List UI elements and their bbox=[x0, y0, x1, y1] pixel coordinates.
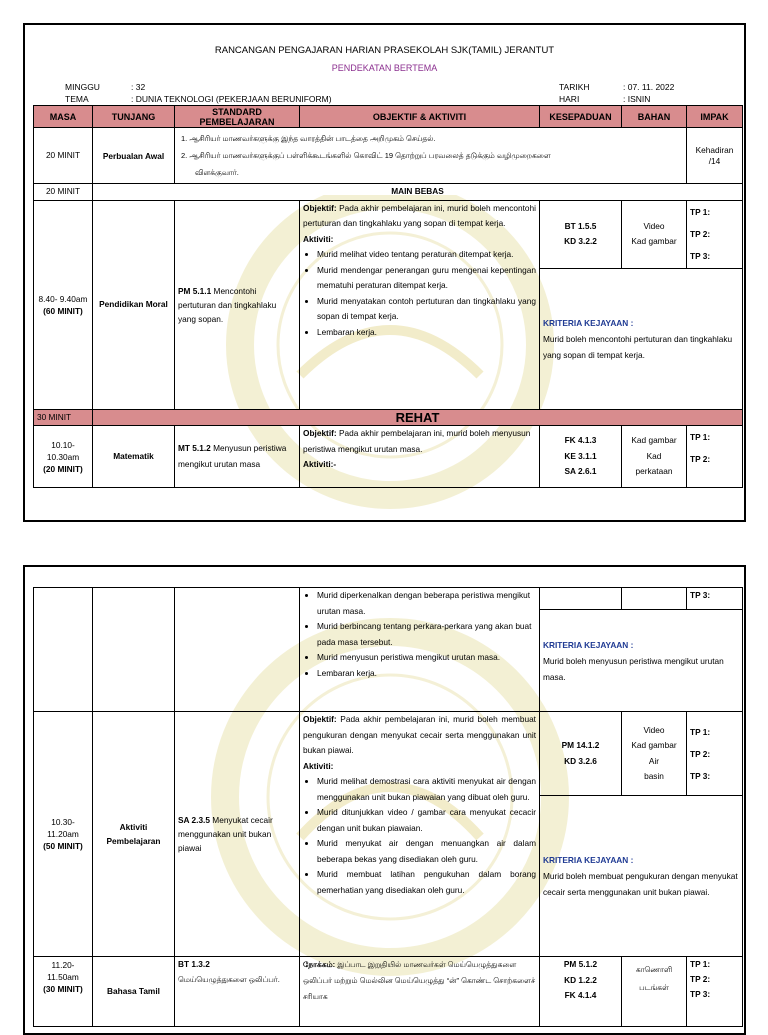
table-row-main-bebas bbox=[34, 184, 743, 201]
masa-duration: (30 MINIT) bbox=[43, 984, 83, 994]
document-title: RANCANGAN PENGAJARAN HARIAN PRASEKOLAH SJK(TAMIL) JERANTUT bbox=[214, 45, 555, 56]
tp-item: TP 2: bbox=[690, 748, 711, 759]
perbualan-item-2-cont: விளக்குவார். bbox=[195, 168, 239, 177]
impak-cell bbox=[687, 426, 743, 488]
list-item: • Lembaran kerja. bbox=[317, 325, 536, 341]
tp-item: TP 2: bbox=[690, 454, 711, 464]
masa-cell bbox=[34, 426, 93, 488]
hari-label: HARI bbox=[559, 94, 580, 104]
standard-text: Menyusun peristiwa mengikut urutan masa bbox=[178, 443, 287, 469]
kriteria-cell bbox=[540, 610, 743, 712]
standard-code: PM 5.1.1 bbox=[178, 285, 212, 296]
bahan-item: basin bbox=[644, 771, 664, 781]
kriteria-label: KRITERIA KEJAYAAN : bbox=[543, 855, 634, 865]
table-row-bahasa-tamil bbox=[34, 957, 743, 1027]
bahan-cell bbox=[622, 957, 687, 1027]
bahan-item: Air bbox=[648, 755, 660, 766]
standard-text: மெய்யெழுத்துகளை ஒலிப்பர். bbox=[178, 975, 280, 984]
standard-text: Menyukat cecair menggunakan unit bukan piawai bbox=[178, 815, 273, 853]
kesepaduan-item: KD 1.2.2 bbox=[564, 974, 597, 985]
list-item: • Murid diperkenalkan dengan beberapa peristiwa mengikut urutan masa. bbox=[317, 588, 536, 619]
masa-cell bbox=[34, 588, 93, 712]
perbualan-items bbox=[175, 128, 687, 184]
standard-cell bbox=[175, 957, 300, 1027]
kesepaduan-item: PM 14.1.2 bbox=[561, 740, 600, 750]
impak-cell: TP 3: bbox=[687, 588, 743, 610]
aktiviti-label: Aktiviti: bbox=[303, 233, 334, 244]
masa-time: 8.40- 9.40am bbox=[38, 293, 88, 304]
list-item: • Murid mendengar penerangan guru mengenai kepentingan mematuhi peraturan ditempat kerja. bbox=[317, 263, 536, 294]
masa-time: 10.10- 10.30am bbox=[46, 439, 80, 462]
objektif-label: நோக்கம்: bbox=[303, 960, 336, 969]
table-row-perbualan bbox=[34, 128, 743, 184]
table-row-rehat bbox=[34, 409, 743, 426]
kesepaduan-item: FK 4.1.4 bbox=[564, 990, 597, 1000]
kesepaduan-item: SA 2.6.1 bbox=[564, 466, 597, 477]
list-item: • Murid ditunjukkan video / gambar cara menyukat cecacir dengan unit bukan piawaian. bbox=[317, 805, 536, 836]
kriteria-text: Murid boleh menyusun peristiwa mengikut urutan masa. bbox=[543, 655, 724, 682]
masa-cell bbox=[34, 712, 93, 957]
lesson-table-page-1 bbox=[33, 105, 743, 488]
tunjang-cell: Pendidikan Moral bbox=[93, 200, 175, 409]
tp-item: TP 1: bbox=[690, 206, 711, 217]
tarikh-label: TARIKH bbox=[559, 82, 590, 92]
standard-cell bbox=[175, 712, 300, 957]
main-bebas-label: MAIN BEBAS bbox=[93, 184, 743, 201]
masa-time: 10.30- 11.20am bbox=[47, 817, 79, 839]
standard-code: SA 2.3.5 bbox=[178, 815, 210, 825]
bahan-item: Video bbox=[643, 220, 665, 231]
kriteria-cell bbox=[540, 268, 743, 409]
list-item: • Murid berbincang tentang perkara-perkara yang akan buat pada masa tersebut. bbox=[317, 619, 536, 650]
list-item: • Murid menyatakan contoh pertuturan dan tingkahlaku yang sopan di tempat kerja. bbox=[317, 294, 536, 325]
tp-item: TP 1: bbox=[690, 432, 711, 442]
column-header-impak: IMPAK bbox=[687, 106, 743, 128]
kesepaduan-cell bbox=[540, 588, 622, 610]
list-item: • Lembaran kerja. bbox=[317, 666, 536, 682]
tarikh-value: : 07. 11. 2022 bbox=[623, 82, 675, 92]
masa-duration: (50 MINIT) bbox=[43, 841, 83, 851]
standard-code: MT 5.1.2 bbox=[178, 443, 211, 453]
lesson-table-page-2 bbox=[33, 587, 743, 1027]
tp-item: TP 1: bbox=[690, 726, 711, 737]
masa-duration: (60 MINIT) bbox=[43, 305, 83, 316]
column-header-standard: STANDARD PEMBELAJARAN bbox=[175, 106, 300, 128]
objektif-label: Objektif: bbox=[303, 202, 337, 213]
kesepaduan-item: BT 1.5.5 bbox=[564, 220, 597, 231]
tp-item: TP 2: bbox=[690, 974, 711, 984]
objektif-cell bbox=[300, 957, 540, 1027]
minggu-label: MINGGU bbox=[65, 82, 100, 92]
bahan-item: Video bbox=[643, 724, 665, 735]
objektif-cell bbox=[300, 712, 540, 957]
lesson-plan-page-1 bbox=[23, 23, 746, 522]
objektif-text: Pada akhir pembelajaran ini, murid boleh mencontohi pertuturan dan tingkahlaku yang sopan di tempat kerja. bbox=[303, 202, 536, 228]
table-row-pendidikan-moral bbox=[34, 200, 743, 268]
list-item: • Murid menyukat air dengan menuangkan air dalam beberapa bekas yang disediakan oleh guru. bbox=[317, 836, 536, 867]
bahan-cell bbox=[622, 426, 687, 488]
table-header-row bbox=[34, 106, 743, 128]
kriteria-label: KRITERIA KEJAYAAN : bbox=[543, 317, 634, 328]
kesepaduan-cell bbox=[540, 957, 622, 1027]
kesepaduan-item: KD 3.2.6 bbox=[564, 755, 597, 766]
tp-item: TP 3: bbox=[690, 989, 711, 999]
lesson-plan-page-2 bbox=[23, 565, 746, 1035]
list-item: • Murid melihat video tentang peraturan ditempat kerja. bbox=[317, 247, 536, 263]
aktiviti-label: Aktiviti: bbox=[303, 760, 334, 771]
masa-cell bbox=[34, 200, 93, 409]
masa-cell: 20 MINIT bbox=[34, 128, 93, 184]
standard-cell bbox=[175, 588, 300, 712]
kriteria-label: KRITERIA KEJAYAAN : bbox=[543, 639, 634, 650]
bahan-cell bbox=[622, 712, 687, 796]
standard-code: BT 1.3.2 bbox=[178, 959, 210, 969]
tunjang-cell: Bahasa Tamil bbox=[93, 957, 175, 1027]
masa-time: 11.20- 11.50am bbox=[47, 960, 79, 982]
aktiviti-list bbox=[303, 588, 536, 681]
tp-item: TP 3: bbox=[690, 770, 711, 781]
bahan-item: Kad gambar bbox=[631, 740, 677, 750]
table-row-matematik-cont bbox=[34, 588, 743, 610]
impak-cell bbox=[687, 200, 743, 268]
table-row-aktiviti-pembelajaran bbox=[34, 712, 743, 796]
tunjang-cell bbox=[93, 588, 175, 712]
objektif-text: Pada akhir pembelajaran ini, murid boleh menyusun peristiwa mengikut urutan masa. bbox=[303, 428, 531, 454]
kesepaduan-item: KE 3.1.1 bbox=[564, 450, 597, 461]
masa-cell: 30 MINIT bbox=[34, 409, 93, 426]
aktiviti-label: Aktiviti:- bbox=[303, 459, 337, 469]
kesepaduan-cell bbox=[540, 200, 622, 268]
objektif-cell bbox=[300, 426, 540, 488]
impak-cell bbox=[687, 957, 743, 1027]
bahan-item: காணொளி bbox=[635, 965, 673, 974]
perbualan-item-1: 1. ஆசிரியர் மாணவர்களுக்கு இந்த வாரத்தின் பாடத்தை அறிமுகம் செய்தல். bbox=[181, 134, 436, 143]
objektif-cell bbox=[300, 200, 540, 409]
tunjang-cell: Matematik bbox=[93, 426, 175, 488]
bahan-item: படங்கள் bbox=[639, 983, 669, 992]
standard-cell bbox=[175, 426, 300, 488]
bahan-cell bbox=[622, 200, 687, 268]
tunjang-cell: Perbualan Awal bbox=[93, 128, 175, 184]
kesepaduan-item: PM 5.1.2 bbox=[563, 959, 598, 969]
tema-label: TEMA bbox=[65, 94, 89, 104]
masa-cell bbox=[34, 957, 93, 1027]
list-item: • Murid menyusun peristiwa mengikut urutan masa. bbox=[317, 650, 536, 666]
rehat-label: REHAT bbox=[93, 409, 743, 426]
tunjang-cell: Aktiviti Pembelajaran bbox=[93, 712, 175, 957]
document-subtitle: PENDEKATAN BERTEMA bbox=[331, 63, 438, 73]
tp-item: TP 2: bbox=[690, 228, 711, 239]
kriteria-cell bbox=[540, 796, 743, 957]
standard-cell bbox=[175, 200, 300, 409]
aktiviti-cell bbox=[300, 588, 540, 712]
kesepaduan-cell bbox=[540, 426, 622, 488]
masa-duration: (20 MINIT) bbox=[43, 463, 83, 474]
impak-cell bbox=[687, 712, 743, 796]
bahan-cell bbox=[622, 588, 687, 610]
perbualan-item-2: 2. ஆசிரியர் மாணவர்களுக்குப் பள்ளிக்கூடங்களில் கொவிட் 19 தொற்றுப் பரவலைத் தடுக்கும் வழிமுறைகளை bbox=[181, 151, 551, 160]
aktiviti-list bbox=[303, 247, 536, 340]
column-header-kesepaduan: KESEPADUAN bbox=[540, 106, 622, 128]
bahan-item: Kad bbox=[646, 450, 662, 461]
column-header-objektif: OBJEKTIF & AKTIVITI bbox=[300, 106, 540, 128]
tp-item: TP 3: bbox=[690, 250, 711, 261]
bahan-item: Kad gambar bbox=[631, 435, 677, 446]
kesepaduan-cell bbox=[540, 712, 622, 796]
objektif-label: Objektif: bbox=[303, 428, 337, 438]
tema-value: : DUNIA TEKNOLOGI (PEKERJAAN BERUNIFORM) bbox=[131, 94, 332, 104]
kesepaduan-item: FK 4.1.3 bbox=[564, 435, 597, 446]
tp-item: TP 1: bbox=[690, 959, 711, 969]
objektif-text: Pada akhir pembelajaran ini, murid boleh membuat pengukuran dengan menyukat cecair serta menggunakan unit bukan piawai. bbox=[303, 714, 536, 755]
objektif-text: இப்பாட இறுதியில் மாணவர்கள் மெய்யெழுத்துகளை ஒலிப்பர் மற்றும் மெல்லின மெய்யெழுத்து “ன்” கொண்ட சொற்களைச் சரியாக bbox=[303, 960, 536, 1001]
hari-value: : ISNIN bbox=[623, 94, 651, 104]
standard-text: Mencontohi pertuturan dan tingkahlaku yang sopan. bbox=[178, 285, 277, 324]
impak-cell: Kehadiran /14 bbox=[687, 128, 743, 184]
kriteria-text: Murid boleh mencontohi pertuturan dan tingkahlaku yang sopan di tempat kerja. bbox=[543, 333, 733, 360]
aktiviti-list bbox=[303, 774, 536, 898]
kesepaduan-item: KD 3.2.2 bbox=[564, 236, 597, 246]
list-item: • Murid membuat latihan pengukuhan dalam borang pemerhatian yang disediakan oleh guru. bbox=[317, 867, 536, 898]
minggu-value: : 32 bbox=[131, 82, 146, 92]
kriteria-text: Murid boleh membuat pengukuran dengan menyukat cecair serta menggunakan unit bukan piawai. bbox=[543, 871, 738, 897]
column-header-tunjang: TUNJANG bbox=[93, 106, 175, 128]
column-header-masa: MASA bbox=[34, 106, 93, 128]
column-header-bahan: BAHAN bbox=[622, 106, 687, 128]
masa-cell: 20 MINIT bbox=[34, 184, 93, 201]
bahan-item: perkataan bbox=[635, 466, 673, 477]
table-row-matematik bbox=[34, 426, 743, 488]
list-item: • Murid melihat demostrasi cara aktiviti menyukat air dengan menggunakan unit bukan piawaian yang dibuat oleh guru. bbox=[317, 774, 536, 805]
bahan-item: Kad gambar bbox=[631, 236, 677, 246]
objektif-label: Objektif: bbox=[303, 714, 337, 724]
